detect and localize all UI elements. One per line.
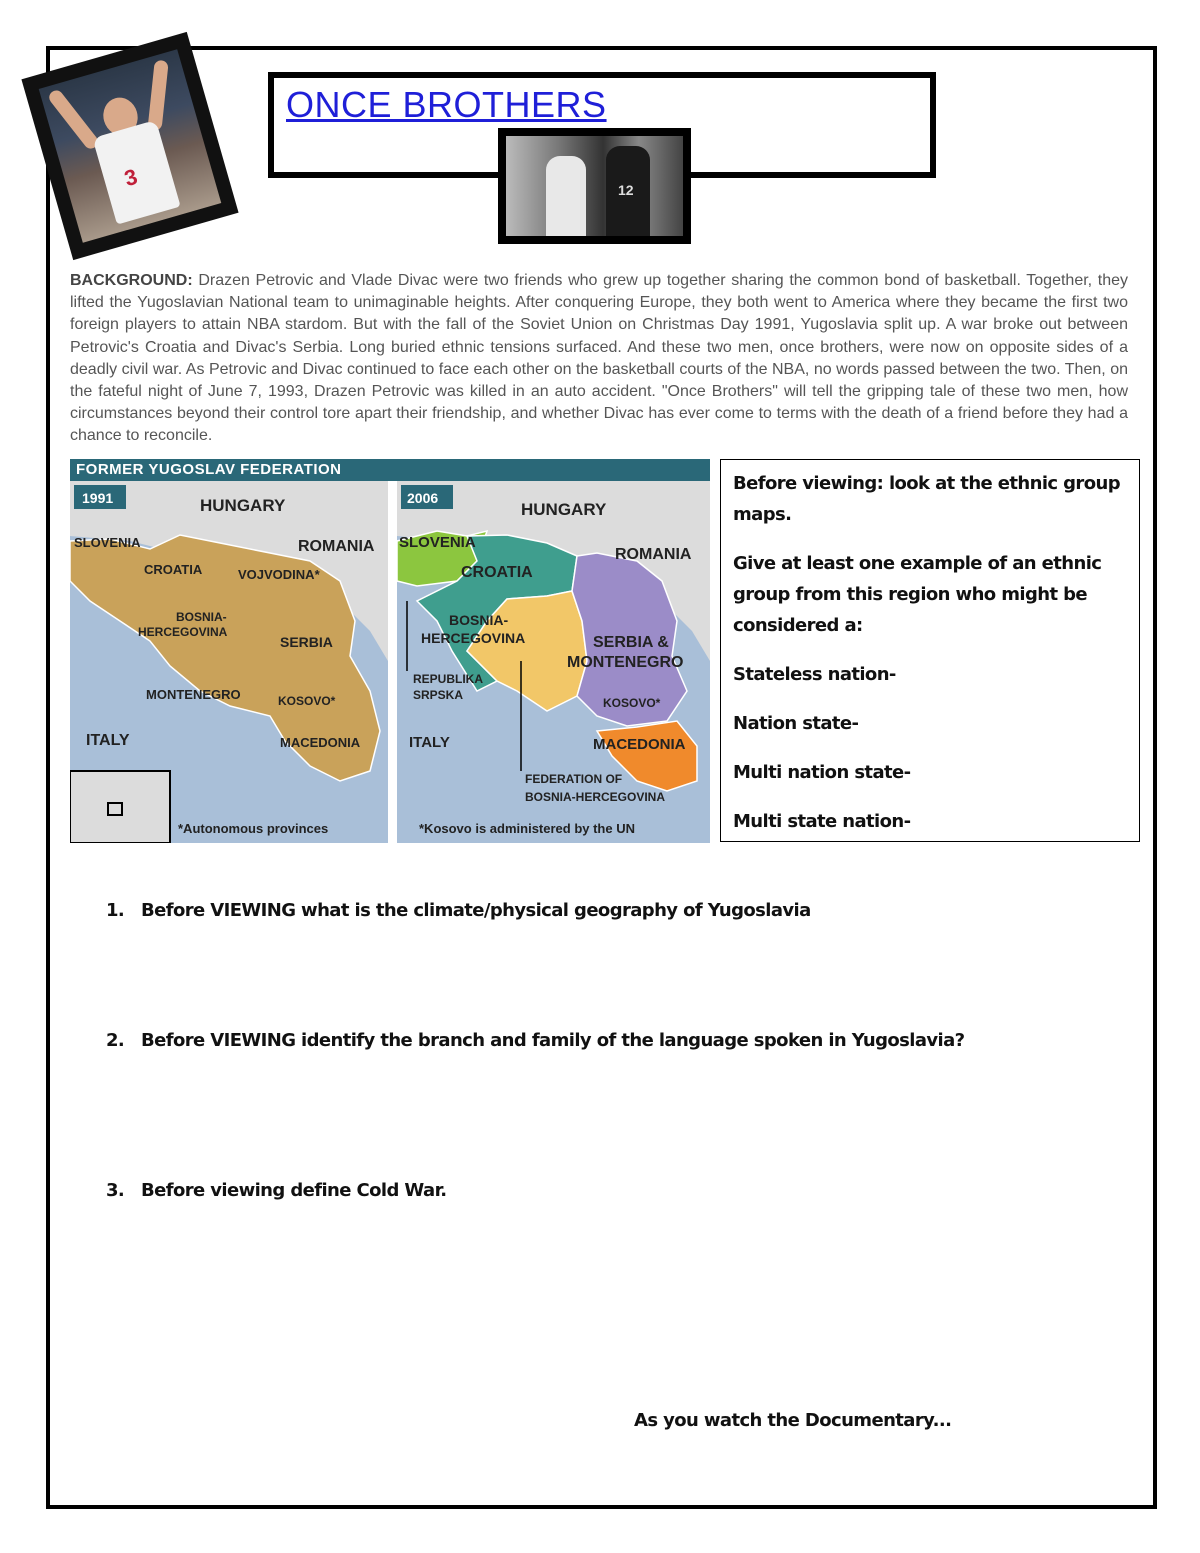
background-label: BACKGROUND: bbox=[70, 272, 193, 289]
year-1991: 1991 bbox=[82, 490, 114, 506]
map-label: SERBIA & bbox=[593, 634, 669, 651]
stateless-nation-label: Stateless nation- bbox=[733, 664, 896, 685]
map-label: HUNGARY bbox=[200, 496, 286, 515]
map-label: HUNGARY bbox=[521, 500, 607, 519]
map-label: BOSNIA-HERCEGOVINA bbox=[525, 790, 666, 804]
map-label: FEDERATION OF bbox=[525, 772, 623, 786]
info-line: Before viewing: look at the ethnic group bbox=[733, 473, 1120, 494]
watch-heading: As you watch the Documentary... bbox=[634, 1410, 952, 1431]
info-line: maps. bbox=[733, 504, 792, 525]
question-number: 3. bbox=[106, 1180, 125, 1201]
map-2006 bbox=[397, 481, 710, 843]
info-line: considered a: bbox=[733, 615, 863, 636]
map-label: ROMANIA bbox=[615, 546, 692, 563]
map-label: VOJVODINA* bbox=[238, 567, 320, 582]
nation-state-label: Nation state- bbox=[733, 713, 859, 734]
map-label: BOSNIA- bbox=[176, 610, 227, 624]
map-divider bbox=[388, 481, 397, 843]
map-label: MONTENEGRO bbox=[567, 654, 684, 671]
map-label: ITALY bbox=[86, 732, 130, 749]
map-footnote: *Kosovo is administered by the UN bbox=[419, 821, 635, 836]
map-label: MONTENEGRO bbox=[146, 687, 241, 702]
map-label: SLOVENIA bbox=[74, 535, 141, 550]
map-label: KOSOVO* bbox=[603, 696, 661, 710]
multi-state-nation-label: Multi state nation- bbox=[733, 811, 911, 832]
background-paragraph bbox=[70, 270, 1128, 448]
jersey-number: 3 bbox=[121, 163, 141, 192]
info-line: group from this region who might be bbox=[733, 584, 1088, 605]
map-svg bbox=[70, 481, 710, 843]
map-footnote: *Autonomous provinces bbox=[178, 821, 329, 836]
map-label: MACEDONIA bbox=[593, 736, 686, 753]
map-label: ROMANIA bbox=[298, 538, 375, 555]
question-text: Before VIEWING what is the climate/physical geography of Yugoslavia bbox=[141, 900, 811, 921]
map-label: REPUBLIKA bbox=[413, 672, 484, 686]
question-number: 1. bbox=[106, 900, 125, 921]
brothers-photo bbox=[498, 128, 691, 244]
ethnic-group-box bbox=[720, 459, 1140, 842]
map-label: CROATIA bbox=[144, 562, 203, 577]
question-text: Before viewing define Cold War. bbox=[141, 1180, 447, 1201]
question-text: Before VIEWING identify the branch and family of the language spoken in Yugoslavia? bbox=[141, 1030, 965, 1051]
inset-map bbox=[70, 771, 170, 843]
map-label: MACEDONIA bbox=[280, 735, 361, 750]
map-label: ITALY bbox=[409, 734, 450, 751]
map-header: FORMER YUGOSLAV FEDERATION bbox=[70, 459, 710, 481]
jersey-number: 12 bbox=[618, 182, 634, 198]
map-label: CROATIA bbox=[461, 564, 533, 581]
map-label: BOSNIA- bbox=[449, 612, 509, 628]
year-2006: 2006 bbox=[407, 490, 439, 506]
question-3 bbox=[106, 1180, 447, 1201]
info-line: Give at least one example of an ethnic bbox=[733, 553, 1102, 574]
yugoslav-map bbox=[70, 459, 710, 843]
background-text: Drazen Petrovic and Vlade Divac were two friends who grew up together sharing the common bond of basketball. Together, they lifted the Yugoslavian National team to unimaginable heights. After conquering Europe, they both went to America where they became the first two foreign players to attain NBA stardom. But with the fall of the Soviet Union on Christmas Day 1991, Yugoslavia split up. A war broke out between Petrovic's Croatia and Divac's Serbia. Long buried ethnic tensions surfaced. And these two men, once brothers, were now on opposite sides of a deadly civil war. As Petrovic and Divac continued to face each other on the basketball courts of the NBA, no words passed between the two. Then, on the fateful night of June 7, 1993, Drazen Petrovic was killed in an auto accident. "Once Brothers" will tell the gripping tale of these two men, how circumstances beyond their control tore apart their friendship, and whether Divac has ever come to terms with the death of a friend before they had a chance to reconcile. bbox=[70, 272, 1128, 445]
map-label: HERCEGOVINA bbox=[421, 630, 526, 646]
page-title-link[interactable]: ONCE BROTHERS bbox=[286, 84, 607, 125]
multi-nation-state-label: Multi nation state- bbox=[733, 762, 911, 783]
question-1 bbox=[106, 900, 811, 921]
question-number: 2. bbox=[106, 1030, 125, 1051]
map-label: HERCEGOVINA bbox=[138, 625, 228, 639]
question-2 bbox=[106, 1030, 965, 1051]
map-1991 bbox=[70, 481, 388, 843]
map-label: SERBIA bbox=[280, 634, 333, 650]
map-label: SLOVENIA bbox=[399, 534, 476, 551]
map-label: KOSOVO* bbox=[278, 694, 336, 708]
map-label: SRPSKA bbox=[413, 688, 464, 702]
